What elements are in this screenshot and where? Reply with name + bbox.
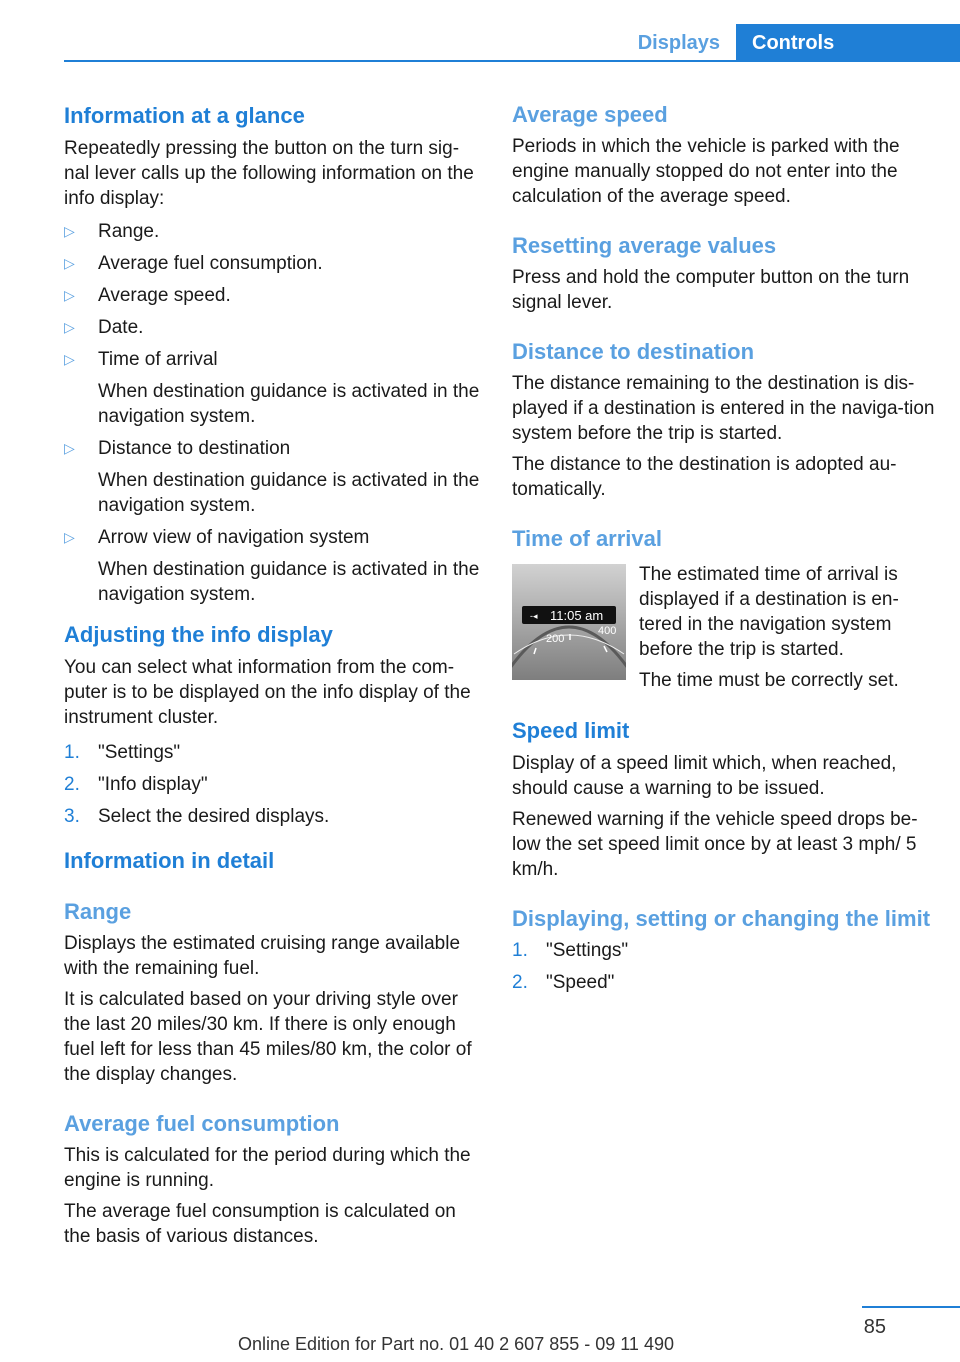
list-item: ▷ Average speed. (64, 285, 231, 306)
arrival-text (639, 562, 936, 693)
reset-title: Resetting average values (512, 233, 777, 258)
limit-text-1: Display of a speed limit which, when reached, should cause a warning to be issued. (512, 753, 897, 799)
list-item: ▷ Average fuel consumption. (64, 253, 323, 274)
list-item: 1. "Settings" (512, 940, 629, 961)
list-item: ▷ Time of arrival When destination guidance is activated in the navigation system. (64, 349, 480, 427)
header-tab-controls[interactable]: Controls (736, 24, 960, 62)
set-title: Displaying, setting or changing the limit (512, 906, 931, 931)
header-tab-displays[interactable]: Displays (637, 31, 720, 54)
list-item: ▷ Range. (64, 221, 160, 242)
fuel-text-2: The average fuel consumption is calculated on the basis of various distances. (64, 1201, 456, 1247)
dist-title: Distance to destination (512, 339, 755, 364)
speed-text: Periods in which the vehicle is parked with the engine manually stopped do not enter into the calculation of the average speed. (512, 136, 900, 207)
triangle-bullet-icon: ▷ (64, 287, 75, 303)
glance-intro: Repeatedly pressing the button on the turn sig-nal lever calls up the following information on the info display: (64, 138, 474, 209)
speed-title: Average speed (512, 102, 668, 127)
left-column (64, 102, 484, 1249)
fuel-title: Average fuel consumption (64, 1111, 340, 1136)
limit-text-2: Renewed warning if the vehicle speed drops be-low the set speed limit once by at least 3 mph/ 5 km/h. (512, 809, 918, 880)
triangle-bullet-icon: ▷ (64, 351, 75, 367)
triangle-bullet-icon: ▷ (64, 319, 75, 335)
arrival-title: Time of arrival (512, 526, 662, 551)
header-rule (64, 60, 960, 62)
adjust-text: You can select what information from the com-puter is to be displayed on the info display of the instrument cluster. (64, 657, 471, 728)
arrival-text-1: The estimated time of arrival is displayed if a destination is en-tered in the navigation system before the trip is started. (639, 564, 899, 660)
detail-title: Information in detail (64, 848, 275, 873)
footer-rule (862, 1306, 960, 1308)
list-item: ▷ Arrow view of navigation system When destination guidance is activated in the navigation system. (64, 527, 480, 605)
list-item: ▷ Distance to destination When destination guidance is activated in the navigation system. (64, 438, 480, 516)
adjust-title: Adjusting the info display (64, 622, 333, 647)
arrival-text-2: The time must be correctly set. (639, 670, 899, 691)
list-item: 1. "Settings" (64, 742, 181, 763)
list-item: 2. "Speed" (512, 972, 615, 993)
page-number: 85 (863, 1316, 886, 1338)
arrival-block (512, 562, 936, 693)
list-item: 3. Select the desired displays. (64, 806, 330, 827)
adjust-steps (64, 740, 484, 829)
dist-text-1: The distance remaining to the destination is dis-played if a destination is entered in the naviga-tion system before the trip is started. (512, 373, 935, 444)
triangle-bullet-icon: ▷ (64, 255, 75, 271)
svg-text:400: 400 (598, 625, 617, 637)
range-text-2: It is calculated based on your driving style over the last 20 miles/30 km. If there is only enough fuel left for less than 45 miles/80 km, the color of the display changes. (64, 989, 472, 1085)
triangle-bullet-icon: ▷ (64, 223, 75, 239)
list-item: ▷ Date. (64, 317, 144, 338)
triangle-bullet-icon: ▷ (64, 440, 75, 456)
list-item: 2. "Info display" (64, 774, 208, 795)
glance-title: Information at a glance (64, 103, 305, 128)
svg-text:-◂: -◂ (530, 611, 538, 621)
svg-text:200: 200 (546, 633, 565, 645)
glance-list (64, 219, 484, 607)
range-title: Range (64, 899, 132, 924)
right-column (512, 102, 936, 1002)
instrument-cluster-image (512, 564, 626, 680)
footer-edition: Online Edition for Part no. 01 40 2 607 855 - 09 11 490 (238, 1334, 674, 1354)
fuel-text-1: This is calculated for the period during which the engine is running. (64, 1145, 471, 1191)
triangle-bullet-icon: ▷ (64, 529, 75, 545)
limit-title: Speed limit (512, 718, 630, 743)
dist-text-2: The distance to the destination is adopted au-tomatically. (512, 454, 897, 500)
cluster-display-illustration (512, 564, 626, 680)
reset-text: Press and hold the computer button on the turn signal lever. (512, 267, 910, 313)
set-steps (512, 938, 936, 995)
range-text-1: Displays the estimated cruising range available with the remaining fuel. (64, 933, 461, 979)
svg-text:11:05 am: 11:05 am (550, 608, 604, 623)
